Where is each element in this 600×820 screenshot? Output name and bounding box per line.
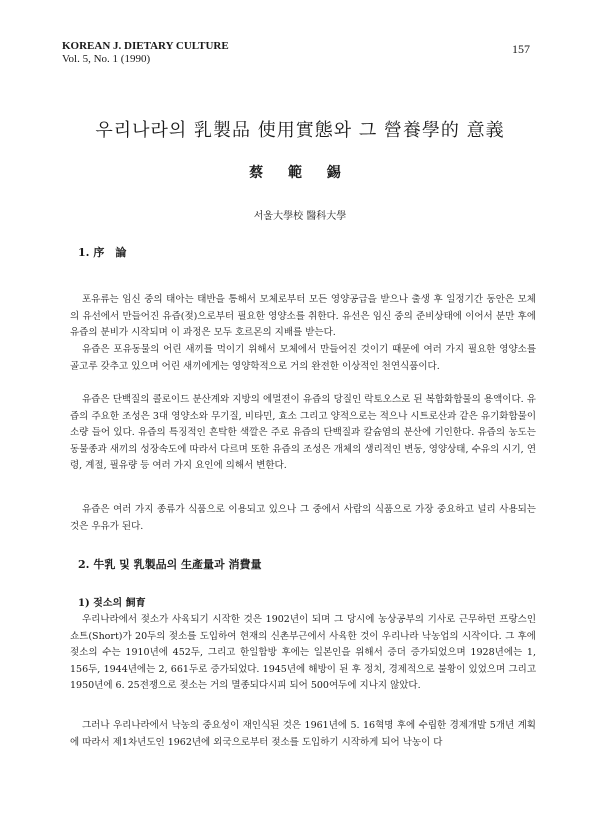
section-1-paragraph: 유즙은 포유동물의 어린 새끼를 먹이기 위해서 모체에서 만들어진 것이기 때문에 여러 가지 필요한 영양소를 골고루 갖추고 있으며 어린 새끼에게는 영양학적으로 거의 완전한 이상적인 천연식품이다. [70, 344, 536, 372]
page-number: 157 [512, 42, 530, 56]
section-2-paragraph: 우리나라에서 젖소가 사육되기 시작한 것은 1902년이 되며 그 당시에 농상공부의 기사로 근무하던 프랑스인 쇼트(Short)가 20두의 젖소를 도입하여 현재의 신촌부근에서 사육한 것이 우리나라 낙농업의 시작이다. 그 후에 젖소의 수는 1910년에 452두, 그리고 한일합방 후에는 일본인을 위해서 증더 증가되었으며 1928년에는 1, 156두, 1944년에는 2, 661두로 증가되었다. 1945년에 해방이 된 후 정치, 경제적으로 불황이 있었으며 그리고 1950년에 6. 25전쟁으로 젖소는 거의 멸종되다시피 되어 500여두에 지나지 않았다. [70, 614, 536, 691]
section-1-paragraph: 포유류는 임신 중의 태아는 태반을 통해서 모체로부터 모든 영양공급을 받으나 출생 후 일정기간 동안은 모체의 유선에서 만들어진 유즙(젖)으로부터 필요한 영양소를 취한다. 유선은 임신 중의 준비상태에 이어서 분만 후에 유즙의 분비가 시작되며 이 과정은 모두 호르몬의 지배를 받는다. [70, 294, 536, 338]
article-author: 蔡 範 錫 [249, 165, 351, 181]
section-2-paragraph: 그러나 우리나라에서 낙농의 중요성이 재인식된 것은 1961년에 5. 16혁명 후에 수립한 경제개발 5개년 계획에 따라서 제1차년도인 1962년에 외국으로부터 젖소를 도입하기 시작하게 되어 낙농이 다 [70, 720, 536, 748]
section-1-paragraph: 유즙은 단백질의 콜로이드 분산계와 지방의 에멀젼이 유즙의 당질인 락토오스로 된 복합화합물의 용액이다. 유즙의 주요한 조성은 3대 영양소와 무기질, 비타민, 효소 그리고 양적으로는 적으나 시트로산과 같은 유기화합물이 소량 들어 있다. 유즙의 특징적인 흔탁한 색깔은 주로 유즙의 단백질과 칼슘염의 분산에 기인한다. 유즙의 농도는 동물종과 새끼의 성장속도에 따라서 다르며 또한 유즙의 조성은 개체의 생리적인 변동, 영양상태, 수유의 시기, 연령, 계절, 필유량 등 여러 가지 요인에 의해서 변한다. [70, 394, 536, 471]
journal-name: KOREAN J. DIETARY CULTURE [62, 40, 229, 52]
section-2-heading: 2. 牛乳 및 乳製品의 生產量과 消費量 [78, 558, 262, 571]
article-title: 우리나라의 乳製品 使用實態와 그 營養學的 意義 [95, 120, 505, 141]
section-1-paragraph: 유즙은 여러 가지 종류가 식품으로 이용되고 있으나 그 중에서 사람의 식품으로 가장 중요하고 널리 사용되는 것은 우유가 된다. [70, 504, 536, 532]
author-affiliation: 서울大學校 醫科大學 [253, 211, 347, 222]
section-1-heading: 1. 序 論 [78, 246, 127, 259]
section-2-subheading: 1) 젖소의 飼育 [78, 598, 146, 609]
journal-header [62, 40, 229, 66]
journal-volume: Vol. 5, No. 1 (1990) [62, 53, 151, 65]
